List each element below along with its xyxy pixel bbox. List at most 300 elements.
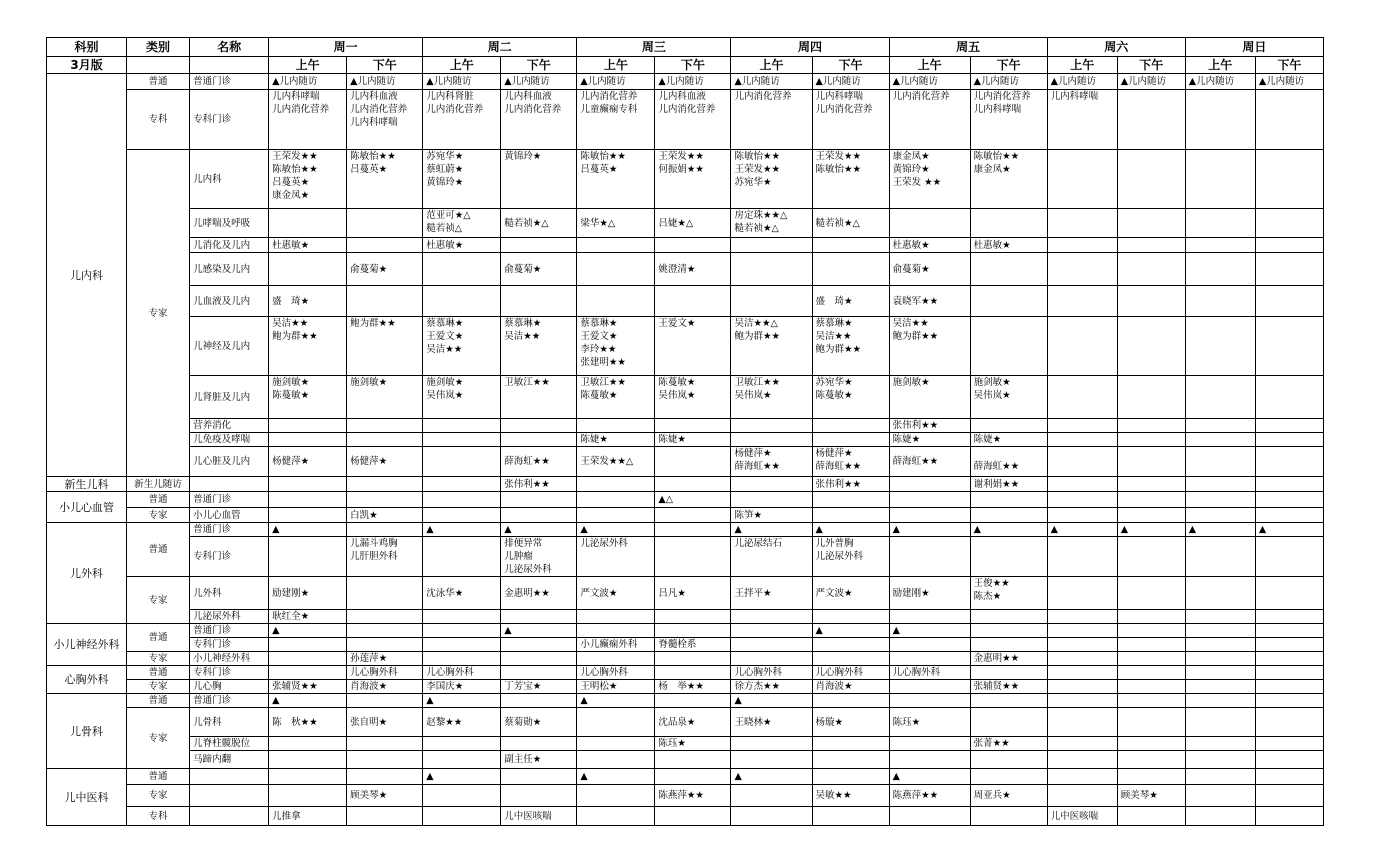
clinic-name-cell: 儿骨科 — [190, 708, 269, 737]
am-slot-cell: ▲ — [731, 694, 812, 708]
schedule-row — [47, 376, 1324, 419]
department-cell: 小儿心血管 — [47, 492, 127, 523]
pm-slot-cell: ▲儿内随访 — [970, 74, 1047, 90]
schedule-row — [47, 680, 1324, 694]
am-slot-cell — [1185, 769, 1255, 785]
am-slot-cell: 耿红全★ — [269, 610, 347, 624]
clinic-name-cell: 儿哮喘及呼吸 — [190, 209, 269, 238]
pm-slot-cell — [347, 694, 423, 708]
am-slot-cell — [1047, 680, 1117, 694]
schedule-row — [47, 150, 1324, 209]
am-slot-cell: 儿心胸外科 — [423, 666, 501, 680]
pm-slot-cell — [1255, 376, 1323, 419]
am-slot-cell: 施剑敏★ 陈蔓敏★ — [269, 376, 347, 419]
schedule-row — [47, 508, 1324, 523]
pm-slot-cell: 黄锦玲★ — [501, 150, 577, 209]
pm-slot-cell — [501, 610, 577, 624]
am-slot-cell: 吴洁★★ 鲍为群★★ — [889, 317, 970, 376]
clinic-name-cell: 儿肾脏及儿内 — [190, 376, 269, 419]
pm-slot-cell — [1255, 666, 1323, 680]
pm-slot-cell — [1117, 376, 1185, 419]
am-slot-cell — [1185, 666, 1255, 680]
am-slot-cell — [269, 737, 347, 751]
clinic-name-cell: 小儿心血管 — [190, 508, 269, 523]
am-slot-cell — [423, 652, 501, 666]
pm-slot-cell — [1117, 638, 1185, 652]
header-name: 名称 — [190, 38, 269, 57]
category-cell: 专科 — [127, 90, 190, 150]
category-cell: 专家 — [127, 708, 190, 769]
pm-slot-cell: ▲儿内随访 — [1255, 74, 1323, 90]
am-slot-cell — [423, 624, 501, 638]
am-slot-cell — [889, 492, 970, 508]
am-slot-cell — [1047, 751, 1117, 769]
pm-slot-cell: 陈蔓敏★ 吴伟岚★ — [655, 376, 731, 419]
pm-slot-cell — [1117, 317, 1185, 376]
am-slot-cell — [269, 492, 347, 508]
category-cell: 普通 — [127, 769, 190, 785]
am-slot-cell — [1185, 317, 1255, 376]
am-slot-cell: 吴洁★★△ 鲍为群★★ — [731, 317, 812, 376]
pm-slot-cell — [1117, 769, 1185, 785]
am-slot-cell: ▲儿内随访 — [269, 74, 347, 90]
department-cell: 儿骨科 — [47, 694, 127, 769]
schedule-row — [47, 652, 1324, 666]
am-slot-cell — [1185, 708, 1255, 737]
schedule-row — [47, 807, 1324, 826]
pm-slot-cell: 儿内科哮喘 儿内消化营养 — [812, 90, 889, 150]
pm-slot-cell — [501, 419, 577, 433]
am-slot-cell — [577, 610, 655, 624]
am-slot-cell: 儿中医咳喘 — [1047, 807, 1117, 826]
am-slot-cell: 儿内消化营养 — [889, 90, 970, 150]
header-am: 上午 — [269, 57, 347, 74]
am-slot-cell — [1185, 785, 1255, 807]
schedule-row — [47, 238, 1324, 253]
header-pm: 下午 — [1117, 57, 1185, 74]
pm-slot-cell — [655, 694, 731, 708]
am-slot-cell — [577, 737, 655, 751]
am-slot-cell: ▲ — [269, 694, 347, 708]
pm-slot-cell — [812, 508, 889, 523]
pm-slot-cell: 儿内消化营养 儿内科哮喘 — [970, 90, 1047, 150]
category-cell: 专家 — [127, 508, 190, 523]
header-day-mon: 周一 — [269, 38, 423, 57]
am-slot-cell — [577, 238, 655, 253]
pm-slot-cell: 张自明★ — [347, 708, 423, 737]
pm-slot-cell: ▲△ — [655, 492, 731, 508]
am-slot-cell — [731, 807, 812, 826]
am-slot-cell: 陈敏怡★★ 王荣发★★ 苏宛华★ — [731, 150, 812, 209]
schedule-row — [47, 253, 1324, 286]
am-slot-cell — [423, 537, 501, 577]
am-slot-cell — [731, 492, 812, 508]
pm-slot-cell — [1117, 751, 1185, 769]
am-slot-cell: 沈泳华★ — [423, 577, 501, 610]
clinic-name-cell: 普通门诊 — [190, 523, 269, 537]
pm-slot-cell — [655, 447, 731, 477]
am-slot-cell — [1185, 90, 1255, 150]
am-slot-cell — [889, 694, 970, 708]
am-slot-cell: 袁晓军★★ — [889, 286, 970, 317]
clinic-name-cell: 儿免疫及哮喘 — [190, 433, 269, 447]
am-slot-cell — [1185, 253, 1255, 286]
pm-slot-cell: 儿心胸外科 — [812, 666, 889, 680]
clinic-name-cell: 儿神经及儿内 — [190, 317, 269, 376]
header-day-sun: 周日 — [1185, 38, 1323, 57]
pm-slot-cell: 沈品泉★ — [655, 708, 731, 737]
am-slot-cell: ▲儿内随访 — [731, 74, 812, 90]
category-cell: 普通 — [127, 694, 190, 708]
am-slot-cell — [269, 638, 347, 652]
am-slot-cell: ▲儿内随访 — [1185, 74, 1255, 90]
pm-slot-cell — [970, 666, 1047, 680]
pm-slot-cell: 排便异常 儿肿瘤 儿泌尿外科 — [501, 537, 577, 577]
pm-slot-cell — [501, 508, 577, 523]
header-pm: 下午 — [812, 57, 889, 74]
am-slot-cell — [1185, 150, 1255, 209]
pm-slot-cell — [1255, 537, 1323, 577]
am-slot-cell — [423, 508, 501, 523]
pm-slot-cell: 张菁★★ — [970, 737, 1047, 751]
pm-slot-cell: 陈敏怡★★ 吕蔓英★ — [347, 150, 423, 209]
category-cell: 普通 — [127, 523, 190, 577]
am-slot-cell: 张伟利★★ — [889, 419, 970, 433]
am-slot-cell — [1047, 610, 1117, 624]
pm-slot-cell — [1255, 150, 1323, 209]
header-pm: 下午 — [347, 57, 423, 74]
clinic-name-cell: 儿外科 — [190, 577, 269, 610]
pm-slot-cell — [1117, 419, 1185, 433]
am-slot-cell — [889, 610, 970, 624]
pm-slot-cell: 肖海波★ — [812, 680, 889, 694]
pm-slot-cell — [501, 286, 577, 317]
am-slot-cell: 王荣发★★△ — [577, 447, 655, 477]
am-slot-cell: 杜惠敏★ — [269, 238, 347, 253]
am-slot-cell — [1185, 807, 1255, 826]
pm-slot-cell — [812, 492, 889, 508]
category-cell: 普通 — [127, 666, 190, 680]
pm-slot-cell — [655, 666, 731, 680]
am-slot-cell — [731, 238, 812, 253]
am-slot-cell: 陈燕萍★★ — [889, 785, 970, 807]
pm-slot-cell — [501, 638, 577, 652]
am-slot-cell — [1047, 624, 1117, 638]
pm-slot-cell — [501, 666, 577, 680]
header-row-sessions — [47, 57, 1324, 74]
pm-slot-cell — [1255, 477, 1323, 492]
pm-slot-cell — [1255, 492, 1323, 508]
pm-slot-cell: ▲ — [1117, 523, 1185, 537]
am-slot-cell — [577, 708, 655, 737]
schedule-row — [47, 286, 1324, 317]
clinic-name-cell — [190, 785, 269, 807]
am-slot-cell: ▲ — [1047, 523, 1117, 537]
pm-slot-cell: 金惠明★★ — [970, 652, 1047, 666]
schedule-row — [47, 209, 1324, 238]
header-am: 上午 — [577, 57, 655, 74]
pm-slot-cell — [347, 523, 423, 537]
am-slot-cell — [269, 433, 347, 447]
pm-slot-cell — [1117, 708, 1185, 737]
category-cell: 普通 — [127, 624, 190, 652]
clinic-name-cell: 普通门诊 — [190, 492, 269, 508]
am-slot-cell: 康金凤★ 黄锦玲★ 王荣发 ★★ — [889, 150, 970, 209]
category-cell: 专家 — [127, 150, 190, 477]
am-slot-cell: 励建刚★ — [889, 577, 970, 610]
schedule-row — [47, 537, 1324, 577]
am-slot-cell — [1185, 537, 1255, 577]
pm-slot-cell — [1117, 209, 1185, 238]
schedule-row — [47, 694, 1324, 708]
pm-slot-cell: 杜惠敏★ — [970, 238, 1047, 253]
am-slot-cell — [731, 624, 812, 638]
am-slot-cell — [1047, 694, 1117, 708]
am-slot-cell — [1185, 680, 1255, 694]
pm-slot-cell: 吕凡★ — [655, 577, 731, 610]
pm-slot-cell — [1255, 785, 1323, 807]
schedule-row — [47, 638, 1324, 652]
pm-slot-cell — [1117, 433, 1185, 447]
am-slot-cell — [577, 477, 655, 492]
pm-slot-cell — [1117, 477, 1185, 492]
pm-slot-cell — [1117, 238, 1185, 253]
pm-slot-cell — [1117, 150, 1185, 209]
am-slot-cell — [1185, 433, 1255, 447]
am-slot-cell — [889, 751, 970, 769]
pm-slot-cell — [970, 492, 1047, 508]
am-slot-cell: 李国庆★ — [423, 680, 501, 694]
am-slot-cell: 杨健萍★ — [269, 447, 347, 477]
am-slot-cell — [423, 737, 501, 751]
pm-slot-cell: 杨健萍★ — [347, 447, 423, 477]
category-cell: 新生儿随访 — [127, 477, 190, 492]
pm-slot-cell — [970, 694, 1047, 708]
am-slot-cell — [577, 751, 655, 769]
clinic-name-cell: 儿泌尿外科 — [190, 610, 269, 624]
am-slot-cell — [1047, 433, 1117, 447]
am-slot-cell: ▲儿内随访 — [889, 74, 970, 90]
category-cell: 专家 — [127, 785, 190, 807]
am-slot-cell — [577, 286, 655, 317]
am-slot-cell — [423, 433, 501, 447]
am-slot-cell: ▲ — [889, 769, 970, 785]
pm-slot-cell: 白凯★ — [347, 508, 423, 523]
pm-slot-cell — [1117, 694, 1185, 708]
pm-slot-cell: ▲儿内随访 — [347, 74, 423, 90]
pm-slot-cell: 杨璇★ — [812, 708, 889, 737]
pm-slot-cell: 金惠明★★ — [501, 577, 577, 610]
schedule-row — [47, 610, 1324, 624]
pm-slot-cell — [347, 610, 423, 624]
category-cell: 专家 — [127, 680, 190, 694]
pm-slot-cell — [970, 751, 1047, 769]
pm-slot-cell — [1255, 90, 1323, 150]
am-slot-cell — [1185, 238, 1255, 253]
am-slot-cell — [1047, 737, 1117, 751]
header-row-days — [47, 38, 1324, 57]
pm-slot-cell — [347, 751, 423, 769]
pm-slot-cell — [347, 209, 423, 238]
am-slot-cell — [423, 447, 501, 477]
pm-slot-cell — [501, 238, 577, 253]
schedule-row — [47, 447, 1324, 477]
am-slot-cell — [1047, 317, 1117, 376]
am-slot-cell: 徐方杰★★ — [731, 680, 812, 694]
am-slot-cell: ▲ — [423, 694, 501, 708]
pm-slot-cell: 卫敏江★★ — [501, 376, 577, 419]
am-slot-cell: 薛海虹★★ — [889, 447, 970, 477]
am-slot-cell: 儿内科哮喘 儿内消化营养 — [269, 90, 347, 150]
am-slot-cell — [269, 769, 347, 785]
pm-slot-cell — [655, 477, 731, 492]
am-slot-cell: ▲ — [577, 523, 655, 537]
am-slot-cell — [1185, 447, 1255, 477]
pm-slot-cell: 糙若祯★△ — [812, 209, 889, 238]
am-slot-cell: 儿内消化营养 — [731, 90, 812, 150]
pm-slot-cell: 陈燕萍★★ — [655, 785, 731, 807]
am-slot-cell: 梁华★△ — [577, 209, 655, 238]
am-slot-cell — [1047, 492, 1117, 508]
am-slot-cell: ▲ — [731, 769, 812, 785]
am-slot-cell: ▲ — [731, 523, 812, 537]
am-slot-cell: 房定珠★★△ 糙若祯★△ — [731, 209, 812, 238]
pm-slot-cell — [655, 508, 731, 523]
am-slot-cell — [731, 610, 812, 624]
pm-slot-cell: 顾美琴★ — [1117, 785, 1185, 807]
pm-slot-cell: ▲儿内随访 — [501, 74, 577, 90]
department-cell: 小儿神经外科 — [47, 624, 127, 666]
pm-slot-cell — [347, 638, 423, 652]
am-slot-cell: ▲ — [423, 769, 501, 785]
pm-slot-cell — [1117, 624, 1185, 638]
department-cell: 新生儿科 — [47, 477, 127, 492]
schedule-row — [47, 624, 1324, 638]
clinic-name-cell: 专科门诊 — [190, 537, 269, 577]
pm-slot-cell — [501, 737, 577, 751]
clinic-name-cell: 儿内科 — [190, 150, 269, 209]
am-slot-cell — [269, 253, 347, 286]
schedule-row — [47, 419, 1324, 433]
am-slot-cell: ▲儿内随访 — [1047, 74, 1117, 90]
category-cell: 专家 — [127, 652, 190, 666]
pm-slot-cell: ▲ — [812, 624, 889, 638]
pm-slot-cell — [501, 694, 577, 708]
am-slot-cell: 吴洁★★ 鲍为群★★ — [269, 317, 347, 376]
am-slot-cell — [1047, 447, 1117, 477]
am-slot-cell — [889, 807, 970, 826]
clinic-name-cell: 专科门诊 — [190, 638, 269, 652]
am-slot-cell — [731, 638, 812, 652]
pm-slot-cell: ▲儿内随访 — [655, 74, 731, 90]
am-slot-cell — [1185, 638, 1255, 652]
am-slot-cell — [1047, 652, 1117, 666]
am-slot-cell — [269, 751, 347, 769]
pm-slot-cell: 儿中医咳喘 — [501, 807, 577, 826]
pm-slot-cell — [970, 209, 1047, 238]
am-slot-cell — [1047, 638, 1117, 652]
am-slot-cell — [1047, 238, 1117, 253]
am-slot-cell — [1047, 537, 1117, 577]
pm-slot-cell — [812, 238, 889, 253]
header-am: 上午 — [731, 57, 812, 74]
am-slot-cell: ▲ — [889, 523, 970, 537]
am-slot-cell: ▲ — [577, 769, 655, 785]
am-slot-cell: 陈婕★ — [889, 433, 970, 447]
pm-slot-cell — [1255, 209, 1323, 238]
am-slot-cell — [1185, 376, 1255, 419]
am-slot-cell: 王拌平★ — [731, 577, 812, 610]
am-slot-cell — [1047, 419, 1117, 433]
header-am: 上午 — [1185, 57, 1255, 74]
am-slot-cell — [1185, 624, 1255, 638]
pm-slot-cell — [812, 652, 889, 666]
am-slot-cell: 儿泌尿结石 — [731, 537, 812, 577]
pm-slot-cell — [655, 238, 731, 253]
pm-slot-cell: 蔡慕琳★ 吴洁★★ 鲍为群★★ — [812, 317, 889, 376]
schedule-row — [47, 433, 1324, 447]
clinic-name-cell: 专科门诊 — [190, 666, 269, 680]
pm-slot-cell — [347, 769, 423, 785]
am-slot-cell: ▲ — [577, 694, 655, 708]
pm-slot-cell — [1117, 577, 1185, 610]
pm-slot-cell — [812, 737, 889, 751]
pm-slot-cell: 王荣发★★ 陈敏怡★★ — [812, 150, 889, 209]
pm-slot-cell — [347, 419, 423, 433]
am-slot-cell — [1047, 666, 1117, 680]
pm-slot-cell: ▲ — [501, 624, 577, 638]
am-slot-cell: 儿心胸外科 — [889, 666, 970, 680]
pm-slot-cell: 蔡菊勋★ — [501, 708, 577, 737]
am-slot-cell — [1047, 209, 1117, 238]
am-slot-cell — [269, 209, 347, 238]
clinic-name-cell: 普通门诊 — [190, 694, 269, 708]
am-slot-cell: 小儿癫痫外科 — [577, 638, 655, 652]
am-slot-cell — [731, 751, 812, 769]
pm-slot-cell — [812, 433, 889, 447]
am-slot-cell: 蔡慕琳★ 王爱文★ 李玲★★ 张建明★★ — [577, 317, 655, 376]
am-slot-cell: 盛 琦★ — [269, 286, 347, 317]
header-day-fri: 周五 — [889, 38, 1047, 57]
am-slot-cell: 蔡慕琳★ 王爱文★ 吴洁★★ — [423, 317, 501, 376]
pm-slot-cell — [1255, 610, 1323, 624]
am-slot-cell — [577, 492, 655, 508]
pm-slot-cell — [970, 508, 1047, 523]
pm-slot-cell — [970, 610, 1047, 624]
pm-slot-cell: 俞蔓菊★ — [347, 253, 423, 286]
am-slot-cell — [269, 477, 347, 492]
pm-slot-cell — [812, 253, 889, 286]
am-slot-cell — [577, 807, 655, 826]
am-slot-cell — [423, 751, 501, 769]
am-slot-cell — [1185, 419, 1255, 433]
am-slot-cell — [1047, 785, 1117, 807]
schedule-row — [47, 577, 1324, 610]
am-slot-cell — [1185, 492, 1255, 508]
clinic-name-cell: 普通门诊 — [190, 74, 269, 90]
am-slot-cell — [731, 253, 812, 286]
pm-slot-cell: 苏宛华★ 陈蔓敏★ — [812, 376, 889, 419]
pm-slot-cell — [501, 652, 577, 666]
pm-slot-cell — [1255, 751, 1323, 769]
am-slot-cell — [889, 209, 970, 238]
am-slot-cell: 儿内科哮喘 — [1047, 90, 1117, 150]
am-slot-cell — [269, 652, 347, 666]
pm-slot-cell — [1255, 447, 1323, 477]
header-day-wed: 周三 — [577, 38, 731, 57]
am-slot-cell: ▲ — [423, 523, 501, 537]
am-slot-cell — [423, 492, 501, 508]
